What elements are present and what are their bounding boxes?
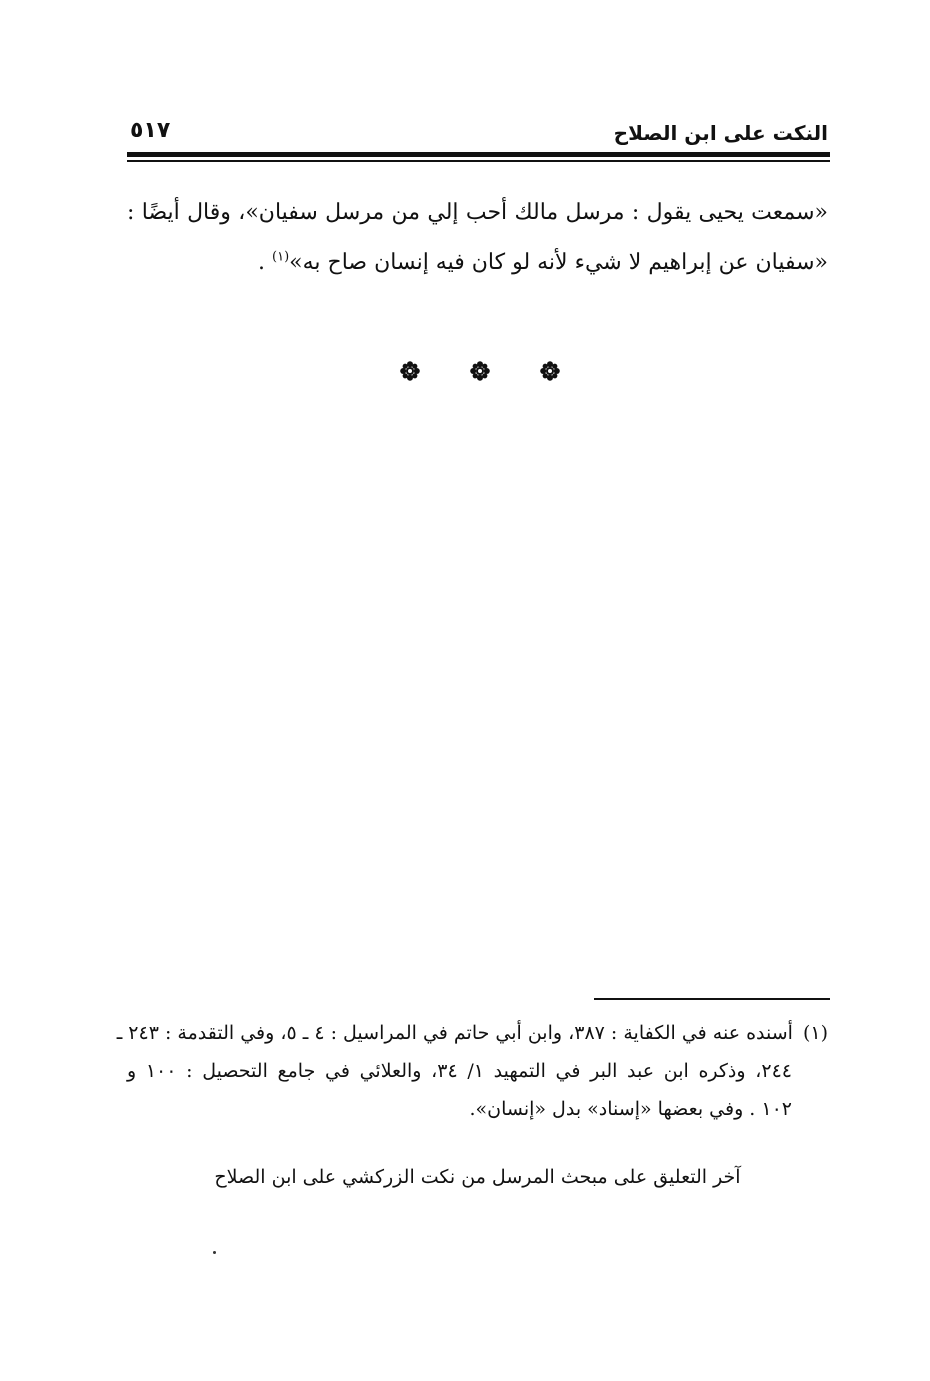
flower-ornament-icon [400,361,420,381]
flower-ornament-icon [470,361,490,381]
header-rule-thick [127,152,830,157]
footnote-marker: (١) [802,1022,828,1044]
running-header-title: النكت على ابن الصلاح [613,121,828,145]
body-text [127,188,828,288]
body-line-2 [127,238,828,288]
footnote-line-2: ٢٤٤، وذكره ابن عبد البر في التمهيد ١/ ٣٤، والعلائي في جامع التحصيل : ١٠٠ و [127,1060,792,1082]
footnote-line-3: ١٠٢ . وفي بعضها «إسناد» بدل «إنسان». [469,1098,792,1120]
footnote-line-1-text: أسنده عنه في الكفاية : ٣٨٧، وابن أبي حاتم في المراسيل : ٤ ـ ٥، وفي التقدمة : ٢٤٣ ـ [116,1022,793,1044]
body-line-2-end: . [258,250,272,275]
page-number: ٥١٧ [130,118,171,143]
flower-ornament-icon [540,361,560,381]
footnote-separator [594,998,830,1000]
header-rule-thin [127,160,830,162]
section-ornaments [400,356,560,386]
footnote-reference[interactable]: (١) [272,249,290,265]
stray-mark [213,1251,216,1254]
body-line-1: «سمعت يحيى يقول : مرسل مالك أحب إلي من مرسل سفيان»، وقال أيضًا : [127,200,828,225]
footnote-line-1 [116,1014,828,1052]
closing-note: آخر التعليق على مبحث المرسل من نكت الزركشي على ابن الصلاح [214,1166,741,1188]
body-line-2-text: «سفيان عن إبراهيم لا شيء لأنه لو كان فيه إنسان صاح به» [289,250,828,275]
footnote-1 [116,1014,828,1128]
